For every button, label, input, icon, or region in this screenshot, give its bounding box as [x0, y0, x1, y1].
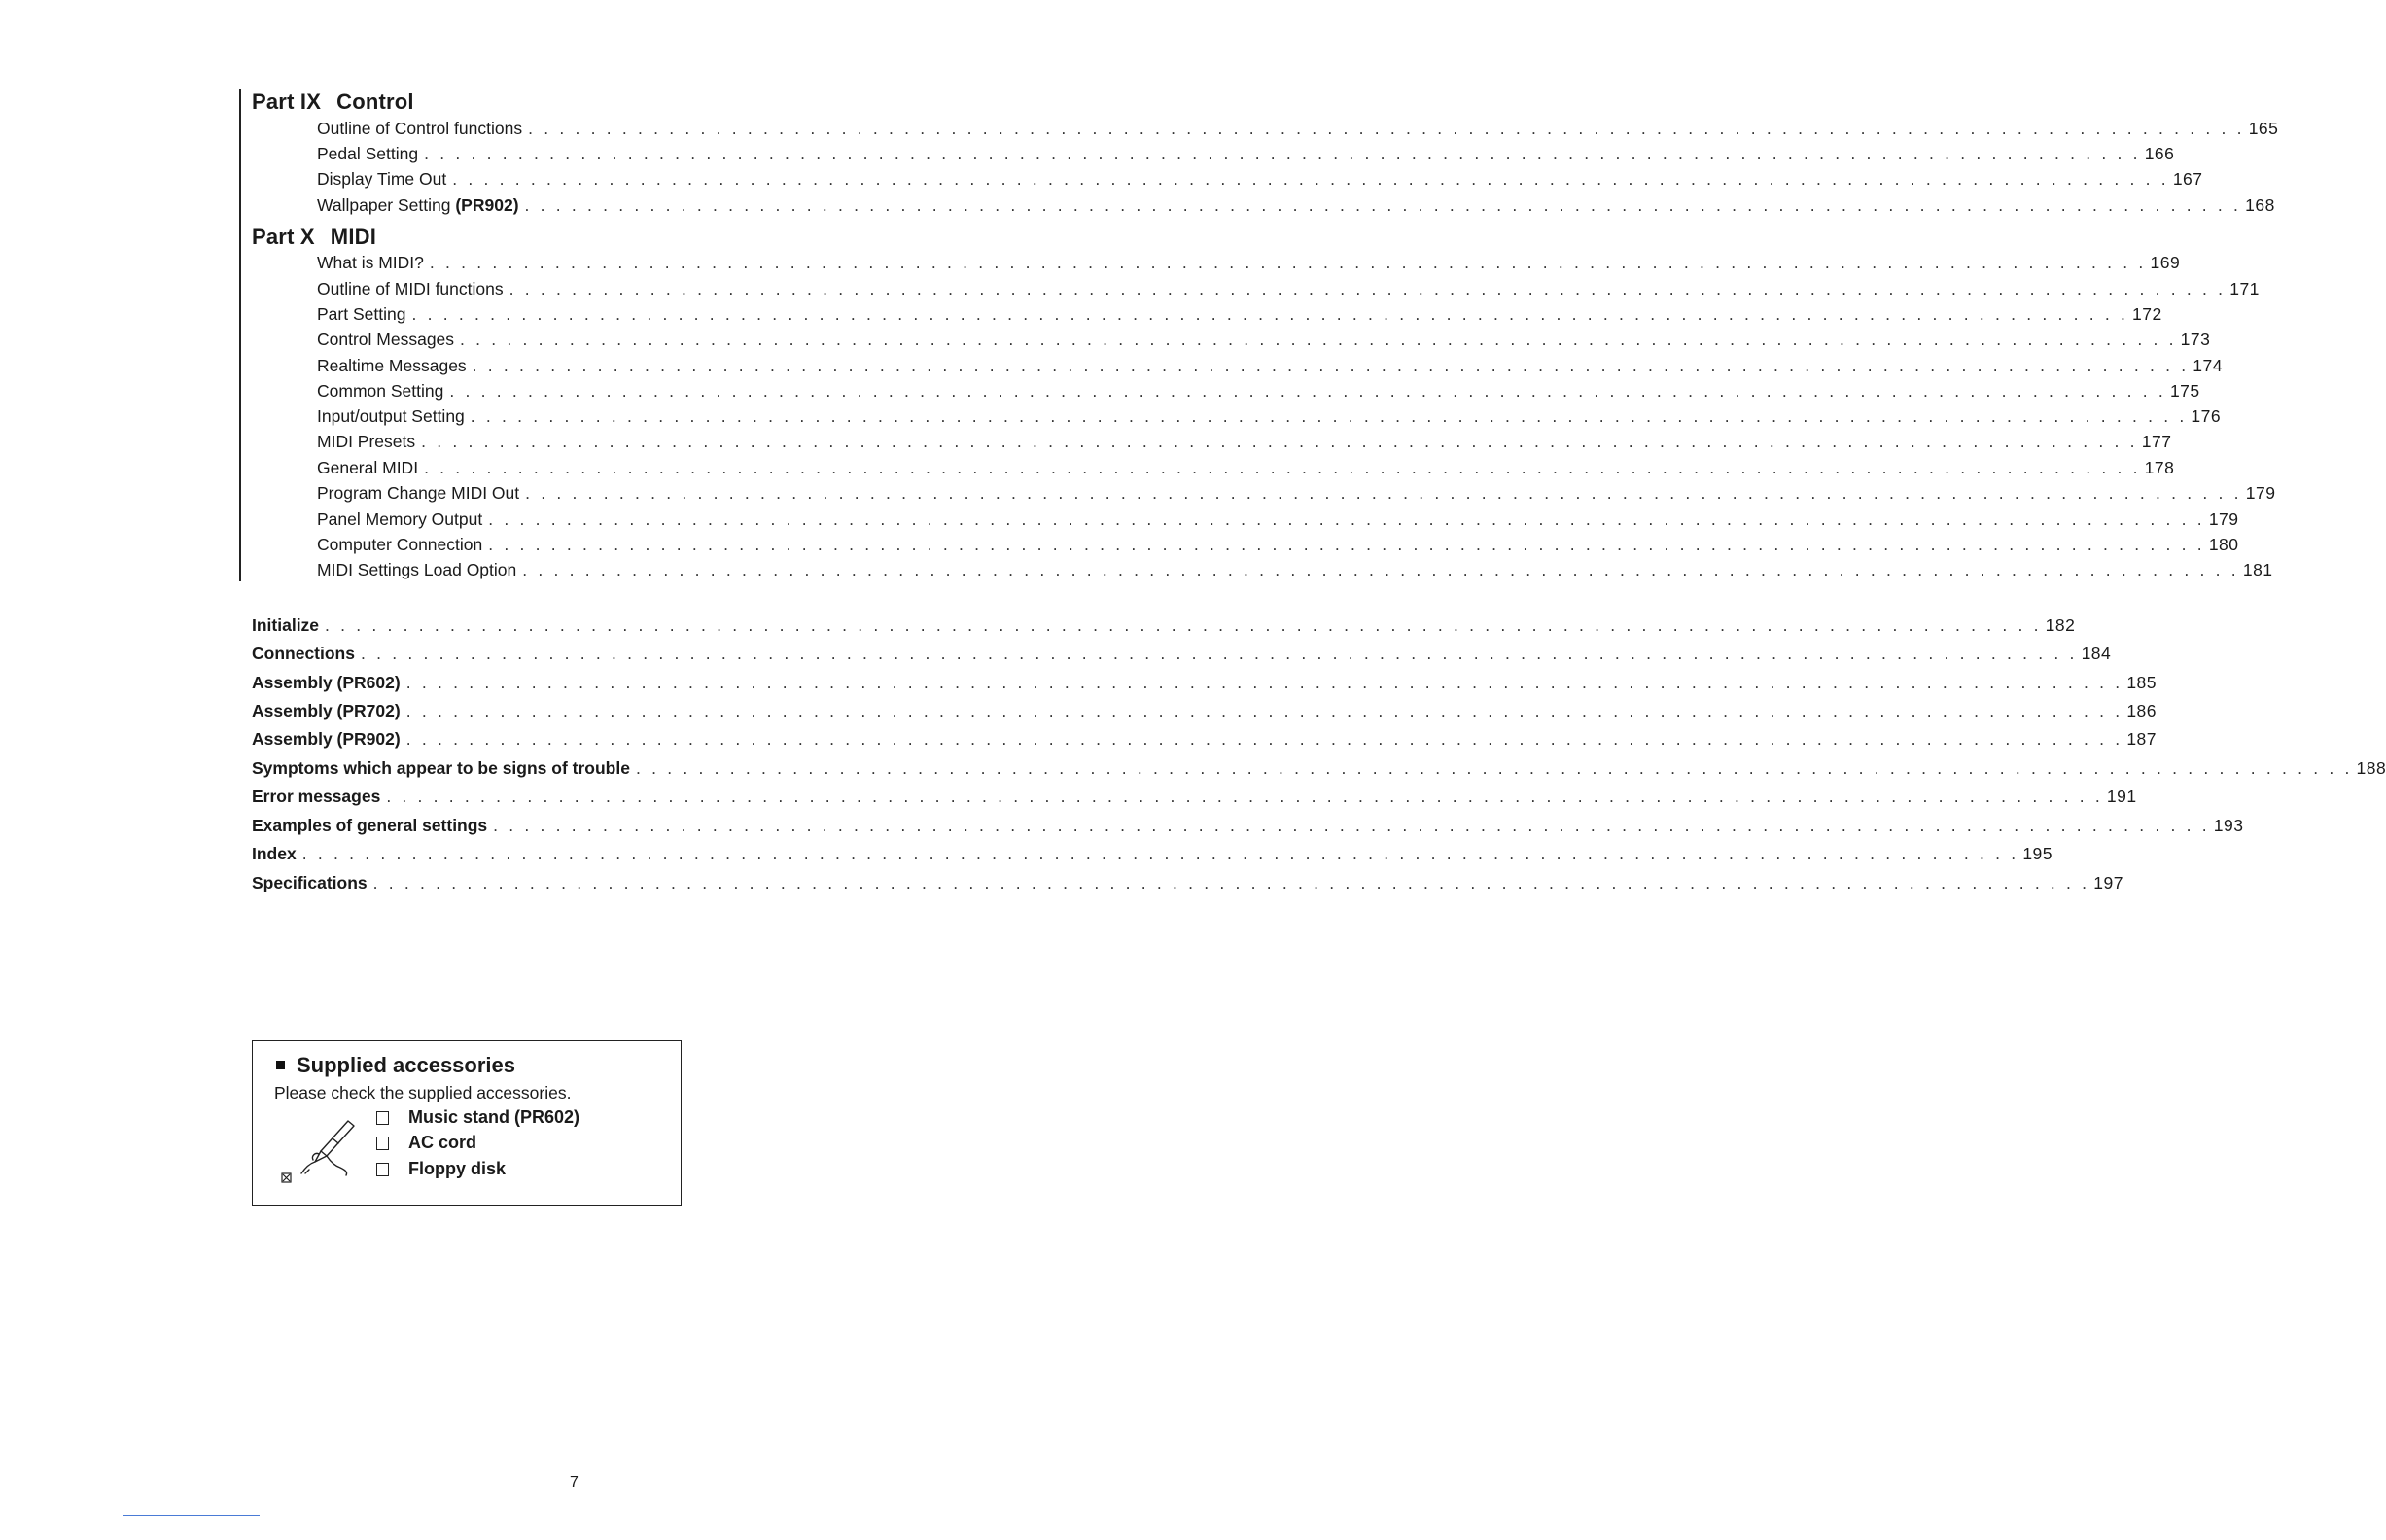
dot-leader: . . . . . . . . . . . . . . . . . . . . . . . . . . . . . . . . . . . . . . . . . . . . . . . . . . . . . . . . . . . . . . . . . . . . . . . . . . . . . . . . . . . . . . . . . . . . . . . . . . . . . . . . . . . . . . — [386, 787, 2103, 806]
dot-leader: . . . . . . . . . . . . . . . . . . . . . . . . . . . . . . . . . . . . . . . . . . . . . . . . . . . . . . . . . . . . . . . . . . . . . . . . . . . . . . . . . . . . . . . . . . . . . . . . . . . . . . . . . . . . . . — [470, 406, 2188, 426]
dot-leader: . . . . . . . . . . . . . . . . . . . . . . . . . . . . . . . . . . . . . . . . . . . . . . . . . . . . . . . . . . . . . . . . . . . . . . . . . . . . . . . . . . . . . . . . . . . . . . . . . . . . . . . . . . . . . . — [411, 304, 2129, 324]
toc-entry-page: 167 — [2172, 169, 2203, 189]
toc-entry-label: Outline of MIDI functions — [317, 279, 504, 298]
toc-entry-initialize[interactable] — [252, 613, 2076, 637]
dot-leader: . . . . . . . . . . . . . . . . . . . . . . . . . . . . . . . . . . . . . . . . . . . . . . . . . . . . . . . . . . . . . . . . . . . . . . . . . . . . . . . . . . . . . . . . . . . . . . . . . . . . . . . . . . . . . . — [525, 483, 2242, 503]
toc-entry-page: 181 — [2242, 560, 2273, 579]
toc-entry-label: Assembly (PR902) — [252, 729, 401, 749]
part-ix-name: Control — [336, 89, 414, 114]
dot-leader: . . . . . . . . . . . . . . . . . . . . . . . . . . . . . . . . . . . . . . . . . . . . . . . . . . . . . . . . . . . . . . . . . . . . . . . . . . . . . . . . . . . . . . . . . . . . . . . . . . . . . . . . . . . . . . — [452, 169, 2169, 189]
toc-entry-general-midi[interactable] — [317, 456, 2175, 479]
toc-entry-common-setting[interactable] — [317, 379, 2200, 402]
toc-entry-outline-midi[interactable] — [317, 277, 2260, 300]
pen-checkmark-icon — [276, 1117, 364, 1185]
toc-entry-label: Common Setting — [317, 381, 444, 401]
toc-entry-page: 179 — [2208, 509, 2239, 529]
toc-entry-page: 178 — [2144, 458, 2175, 477]
part-x-name: MIDI — [330, 225, 377, 249]
toc-entry-what-is-midi[interactable] — [317, 251, 2181, 274]
toc-entry-label: MIDI Presets — [317, 432, 416, 451]
dot-leader: . . . . . . . . . . . . . . . . . . . . . . . . . . . . . . . . . . . . . . . . . . . . . . . . . . . . . . . . . . . . . . . . . . . . . . . . . . . . . . . . . . . . . . . . . . . . . . . . . . . . . . . . . . . . . . — [405, 729, 2123, 749]
accessories-title-text: Supplied accessories — [297, 1053, 515, 1077]
dot-leader: . . . . . . . . . . . . . . . . . . . . . . . . . . . . . . . . . . . . . . . . . . . . . . . . . . . . . . . . . . . . . . . . . . . . . . . . . . . . . . . . . . . . . . . . . . . . . . . . . . . . . . . . . . . . . . — [405, 701, 2123, 720]
toc-entry-page: 174 — [2193, 356, 2223, 375]
toc-entry-label-text: Wallpaper Setting — [317, 195, 451, 215]
toc-entry-label: Assembly (PR602) — [252, 673, 401, 692]
toc-entry-label: Error messages — [252, 787, 381, 806]
toc-entry-label: Panel Memory Output — [317, 509, 483, 529]
toc-entry-page: 179 — [2245, 483, 2276, 503]
footer-rule — [123, 1515, 260, 1516]
accessory-item-label: Music stand (PR602) — [408, 1107, 580, 1127]
toc-entry-assembly-pr902[interactable] — [252, 727, 2158, 751]
toc-entry-page: 193 — [2213, 816, 2244, 835]
toc-entry-wallpaper-setting[interactable] — [317, 193, 2275, 217]
accessory-item-music-stand — [376, 1107, 579, 1128]
section-side-rule — [239, 89, 241, 581]
toc-entry-label: Realtime Messages — [317, 356, 467, 375]
toc-entry-page: 191 — [2106, 787, 2137, 806]
part-ix-heading — [252, 89, 414, 115]
dot-leader: . . . . . . . . . . . . . . . . . . . . . . . . . . . . . . . . . . . . . . . . . . . . . . . . . . . . . . . . . . . . . . . . . . . . . . . . . . . . . . . . . . . . . . . . . . . . . . . . . . . . . . . . . . . . . . — [472, 356, 2190, 375]
toc-entry-label: General MIDI — [317, 458, 419, 477]
dot-leader: . . . . . . . . . . . . . . . . . . . . . . . . . . . . . . . . . . . . . . . . . . . . . . . . . . . . . . . . . . . . . . . . . . . . . . . . . . . . . . . . . . . . . . . . . . . . . . . . . . . . . . . . . . . . . . — [405, 673, 2123, 692]
toc-entry-control-messages[interactable] — [317, 328, 2211, 351]
dot-leader: . . . . . . . . . . . . . . . . . . . . . . . . . . . . . . . . . . . . . . . . . . . . . . . . . . . . . . . . . . . . . . . . . . . . . . . . . . . . . . . . . . . . . . . . . . . . . . . . . . . . . . . . . . . . . . — [429, 253, 2147, 272]
dot-leader: . . . . . . . . . . . . . . . . . . . . . . . . . . . . . . . . . . . . . . . . . . . . . . . . . . . . . . . . . . . . . . . . . . . . . . . . . . . . . . . . . . . . . . . . . . . . . . . . . . . . . . . . . . . . . . — [424, 144, 2141, 163]
dot-leader: . . . . . . . . . . . . . . . . . . . . . . . . . . . . . . . . . . . . . . . . . . . . . . . . . . . . . . . . . . . . . . . . . . . . . . . . . . . . . . . . . . . . . . . . . . . . . . . . . . . . . . . . . . . . . . — [372, 873, 2090, 892]
toc-entry-page: 166 — [2144, 144, 2175, 163]
accessories-title — [276, 1053, 515, 1078]
toc-entry-realtime-messages[interactable] — [317, 354, 2223, 377]
toc-entry-midi-presets[interactable] — [317, 430, 2172, 453]
toc-entry-page: 195 — [2022, 844, 2053, 863]
toc-entry-page: 172 — [2132, 304, 2162, 324]
toc-entry-label: Connections — [252, 644, 355, 663]
toc-entry-label — [317, 193, 525, 217]
dot-leader: . . . . . . . . . . . . . . . . . . . . . . . . . . . . . . . . . . . . . . . . . . . . . . . . . . . . . . . . . . . . . . . . . . . . . . . . . . . . . . . . . . . . . . . . . . . . . . . . . . . . . . . . . . . . . . — [524, 195, 2242, 215]
dot-leader: . . . . . . . . . . . . . . . . . . . . . . . . . . . . . . . . . . . . . . . . . . . . . . . . . . . . . . . . . . . . . . . . . . . . . . . . . . . . . . . . . . . . . . . . . . . . . . . . . . . . . . . . . . . . . . — [522, 560, 2239, 579]
accessory-checkbox[interactable] — [376, 1137, 389, 1150]
toc-entry-outline-control[interactable] — [317, 117, 2279, 140]
accessory-checkbox[interactable] — [376, 1163, 389, 1176]
toc-entry-assembly-pr702[interactable] — [252, 699, 2158, 722]
toc-entry-page: 186 — [2126, 701, 2158, 720]
accessory-item-label: AC cord — [408, 1133, 477, 1152]
toc-entry-computer-connection[interactable] — [317, 533, 2239, 556]
toc-entry-assembly-pr602[interactable] — [252, 671, 2158, 694]
dot-leader: . . . . . . . . . . . . . . . . . . . . . . . . . . . . . . . . . . . . . . . . . . . . . . . . . . . . . . . . . . . . . . . . . . . . . . . . . . . . . . . . . . . . . . . . . . . . . . . . . . . . . . . . . . . . . . — [421, 432, 2138, 451]
toc-entry-label: Part Setting — [317, 304, 406, 324]
dot-leader: . . . . . . . . . . . . . . . . . . . . . . . . . . . . . . . . . . . . . . . . . . . . . . . . . . . . . . . . . . . . . . . . . . . . . . . . . . . . . . . . . . . . . . . . . . . . . . . . . . . . . . . . . . . . . . — [360, 644, 2078, 663]
toc-entry-page: 188 — [2356, 758, 2386, 778]
toc-entry-pedal-setting[interactable] — [317, 142, 2175, 165]
toc-entry-input-output-setting[interactable] — [317, 404, 2222, 428]
toc-entry-page: 180 — [2208, 535, 2239, 554]
part-ix-number: Part IX — [252, 89, 322, 114]
accessory-item-label: Floppy disk — [408, 1159, 507, 1178]
dot-leader: . . . . . . . . . . . . . . . . . . . . . . . . . . . . . . . . . . . . . . . . . . . . . . . . . . . . . . . . . . . . . . . . . . . . . . . . . . . . . . . . . . . . . . . . . . . . . . . . . . . . . . . . . . . . . . — [488, 509, 2205, 529]
toc-entry-specifications[interactable] — [252, 871, 2123, 894]
accessory-item-floppy-disk — [376, 1159, 506, 1179]
toc-entry-label: Examples of general settings — [252, 816, 488, 835]
toc-entry-label: Assembly (PR702) — [252, 701, 401, 720]
toc-entry-page: 168 — [2245, 195, 2275, 215]
toc-entry-page: 184 — [2081, 644, 2112, 663]
toc-entry-label: Computer Connection — [317, 535, 483, 554]
dot-leader: . . . . . . . . . . . . . . . . . . . . . . . . . . . . . . . . . . . . . . . . . . . . . . . . . . . . . . . . . . . . . . . . . . . . . . . . . . . . . . . . . . . . . . . . . . . . . . . . . . . . . . . . . . . . . . — [424, 458, 2141, 477]
accessories-subtitle: Please check the supplied accessories. — [274, 1083, 572, 1102]
toc-entry-label: Initialize — [252, 615, 320, 635]
toc-entry-label: Specifications — [252, 873, 368, 892]
toc-entry-page: 171 — [2229, 279, 2260, 298]
dot-leader: . . . . . . . . . . . . . . . . . . . . . . . . . . . . . . . . . . . . . . . . . . . . . . . . . . . . . . . . . . . . . . . . . . . . . . . . . . . . . . . . . . . . . . . . . . . . . . . . . . . . . . . . . . . . . . — [488, 535, 2205, 554]
toc-entry-panel-memory-output[interactable] — [317, 508, 2239, 531]
toc-entry-label: Display Time Out — [317, 169, 447, 189]
part-x-heading — [252, 225, 376, 250]
toc-entry-page: 177 — [2141, 432, 2172, 451]
toc-entry-part-setting[interactable] — [317, 302, 2162, 326]
toc-entry-display-time-out[interactable] — [317, 167, 2203, 191]
toc-entry-label: Outline of Control functions — [317, 119, 523, 138]
supplied-accessories-box — [252, 1040, 682, 1206]
toc-entry-page: 169 — [2150, 253, 2181, 272]
toc-entry-page: 173 — [2180, 330, 2211, 349]
dot-leader: . . . . . . . . . . . . . . . . . . . . . . . . . . . . . . . . . . . . . . . . . . . . . . . . . . . . . . . . . . . . . . . . . . . . . . . . . . . . . . . . . . . . . . . . . . . . . . . . . . . . . . . . . . . . . . — [460, 330, 2177, 349]
toc-entry-index[interactable] — [252, 842, 2053, 865]
toc-entry-model-suffix: (PR902) — [455, 195, 519, 215]
toc-entry-error-messages[interactable] — [252, 785, 2137, 808]
toc-entry-label: Pedal Setting — [317, 144, 419, 163]
toc-entry-label: Program Change MIDI Out — [317, 483, 520, 503]
toc-entry-label: Index — [252, 844, 297, 863]
toc-entry-label: Symptoms which appear to be signs of trouble — [252, 758, 630, 778]
toc-entry-connections[interactable] — [252, 642, 2112, 665]
dot-leader: . . . . . . . . . . . . . . . . . . . . . . . . . . . . . . . . . . . . . . . . . . . . . . . . . . . . . . . . . . . . . . . . . . . . . . . . . . . . . . . . . . . . . . . . . . . . . . . . . . . . . . . . . . . . . . — [528, 119, 2245, 138]
dot-leader: . . . . . . . . . . . . . . . . . . . . . . . . . . . . . . . . . . . . . . . . . . . . . . . . . . . . . . . . . . . . . . . . . . . . . . . . . . . . . . . . . . . . . . . . . . . . . . . . . . . . . . . . . . . . . . — [449, 381, 2166, 401]
accessory-checkbox[interactable] — [376, 1111, 389, 1125]
toc-entry-label: Input/output Setting — [317, 406, 465, 426]
toc-entry-examples[interactable] — [252, 814, 2244, 837]
accessory-item-ac-cord — [376, 1133, 476, 1153]
square-bullet-icon — [276, 1061, 285, 1069]
toc-entry-program-change[interactable] — [317, 481, 2276, 505]
toc-entry-midi-settings-load[interactable] — [317, 558, 2273, 581]
toc-entry-page: 197 — [2093, 873, 2123, 892]
dot-leader: . . . . . . . . . . . . . . . . . . . . . . . . . . . . . . . . . . . . . . . . . . . . . . . . . . . . . . . . . . . . . . . . . . . . . . . . . . . . . . . . . . . . . . . . . . . . . . . . . . . . . . . . . . . . . . — [635, 758, 2353, 778]
toc-entry-label: MIDI Settings Load Option — [317, 560, 517, 579]
part-x-number: Part X — [252, 225, 315, 249]
toc-entry-page: 185 — [2126, 673, 2158, 692]
dot-leader: . . . . . . . . . . . . . . . . . . . . . . . . . . . . . . . . . . . . . . . . . . . . . . . . . . . . . . . . . . . . . . . . . . . . . . . . . . . . . . . . . . . . . . . . . . . . . . . . . . . . . . . . . . . . . . — [493, 816, 2210, 835]
dot-leader: . . . . . . . . . . . . . . . . . . . . . . . . . . . . . . . . . . . . . . . . . . . . . . . . . . . . . . . . . . . . . . . . . . . . . . . . . . . . . . . . . . . . . . . . . . . . . . . . . . . . . . . . . . . . . . — [509, 279, 2227, 298]
page-number: 7 — [570, 1474, 579, 1490]
toc-entry-label: What is MIDI? — [317, 253, 424, 272]
dot-leader: . . . . . . . . . . . . . . . . . . . . . . . . . . . . . . . . . . . . . . . . . . . . . . . . . . . . . . . . . . . . . . . . . . . . . . . . . . . . . . . . . . . . . . . . . . . . . . . . . . . . . . . . . . . . . . — [301, 844, 2019, 863]
toc-entry-page: 176 — [2191, 406, 2222, 426]
toc-entry-page: 175 — [2169, 381, 2200, 401]
toc-entry-page: 165 — [2248, 119, 2279, 138]
dot-leader: . . . . . . . . . . . . . . . . . . . . . . . . . . . . . . . . . . . . . . . . . . . . . . . . . . . . . . . . . . . . . . . . . . . . . . . . . . . . . . . . . . . . . . . . . . . . . . . . . . . . . . . . . . . . . . — [325, 615, 2042, 635]
toc-entry-page: 182 — [2045, 615, 2076, 635]
toc-entry-label: Control Messages — [317, 330, 455, 349]
toc-entry-symptoms[interactable] — [252, 756, 2386, 780]
toc-entry-page: 187 — [2126, 729, 2158, 749]
